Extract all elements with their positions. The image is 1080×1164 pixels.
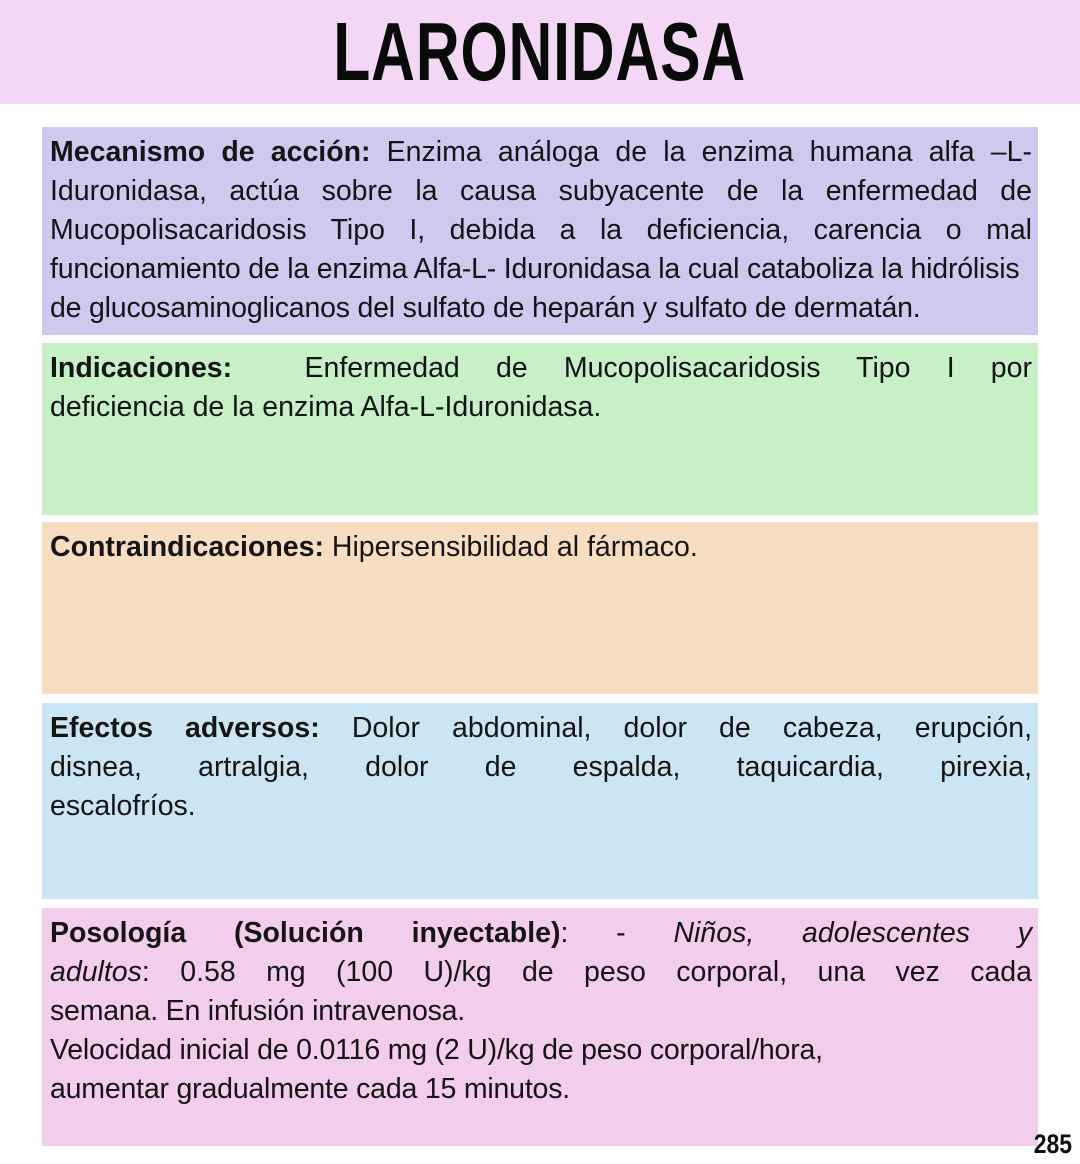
page-title: LARONIDASA [333, 4, 747, 98]
posologia-line-4: Velocidad inicial de 0.0116 mg (2 U)/kg de peso corporal/hora, [50, 1034, 823, 1066]
posologia-population-a: Niños, adolescentes y [673, 917, 1033, 949]
mecanismo-line-3: Mucopolisacaridosis Tipo I, debida a la deficiencia, carencia o mal [50, 214, 1032, 246]
efectos-adversos-label: Efectos adversos: [50, 712, 320, 744]
posologia-line-2 [50, 953, 1032, 992]
section-indicaciones [42, 343, 1038, 515]
contraindicaciones-line-1 [50, 528, 1032, 567]
mecanismo-line-5: de glucosaminoglicanos del sulfato de heparán y sulfato de dermatán. [50, 292, 921, 324]
efectos-line-1 [50, 709, 1032, 748]
indicaciones-line-2: deficiencia de la enzima Alfa-L-Iduronidasa. [50, 391, 602, 423]
efectos-line-2: disnea, artralgia, dolor de espalda, taquicardia, pirexia, [50, 751, 1032, 783]
mecanismo-line-4: funcionamiento de la enzima Alfa-L- Iduronidasa la cual cataboliza la hidrólisis [50, 253, 1020, 285]
posologia-population-b: adultos [50, 956, 142, 988]
indicaciones-text-1: Enfermedad de Mucopolisacaridosis Tipo I por [304, 352, 1032, 384]
mecanismo-line-1 [50, 133, 1032, 172]
posologia-separator: : - [560, 917, 674, 949]
section-contraindicaciones [42, 522, 1038, 694]
mecanismo-label: Mecanismo de acción: [50, 136, 371, 168]
efectos-line-3: escalofríos. [50, 790, 196, 822]
contraindicaciones-label: Contraindicaciones: [50, 531, 324, 563]
mecanismo-line-2: Iduronidasa, actúa sobre la causa subyacente de la enfermedad de [50, 175, 1032, 207]
title-band [0, 0, 1080, 104]
posologia-line-3: semana. En infusión intravenosa. [50, 995, 466, 1027]
section-mecanismo-de-accion [42, 127, 1038, 335]
section-posologia [42, 908, 1038, 1146]
mecanismo-text-1: Enzima análoga de la enzima humana alfa –L- [386, 136, 1032, 168]
posologia-label: Posología (Solución inyectable) [50, 917, 561, 949]
posologia-dose-text: : 0.58 mg (100 U)/kg de peso corporal, una vez cada [141, 956, 1032, 988]
indicaciones-line-1 [50, 349, 1032, 388]
posologia-line-5: aumentar gradualmente cada 15 minutos. [50, 1073, 570, 1105]
contraindicaciones-text-1: Hipersensibilidad al fármaco. [331, 531, 698, 563]
efectos-text-1: Dolor abdominal, dolor de cabeza, erupción, [351, 712, 1033, 744]
indicaciones-label: Indicaciones: [50, 352, 233, 384]
section-efectos-adversos [42, 703, 1038, 899]
page-number: 285 [1033, 1129, 1072, 1159]
posologia-line-1 [50, 914, 1032, 953]
